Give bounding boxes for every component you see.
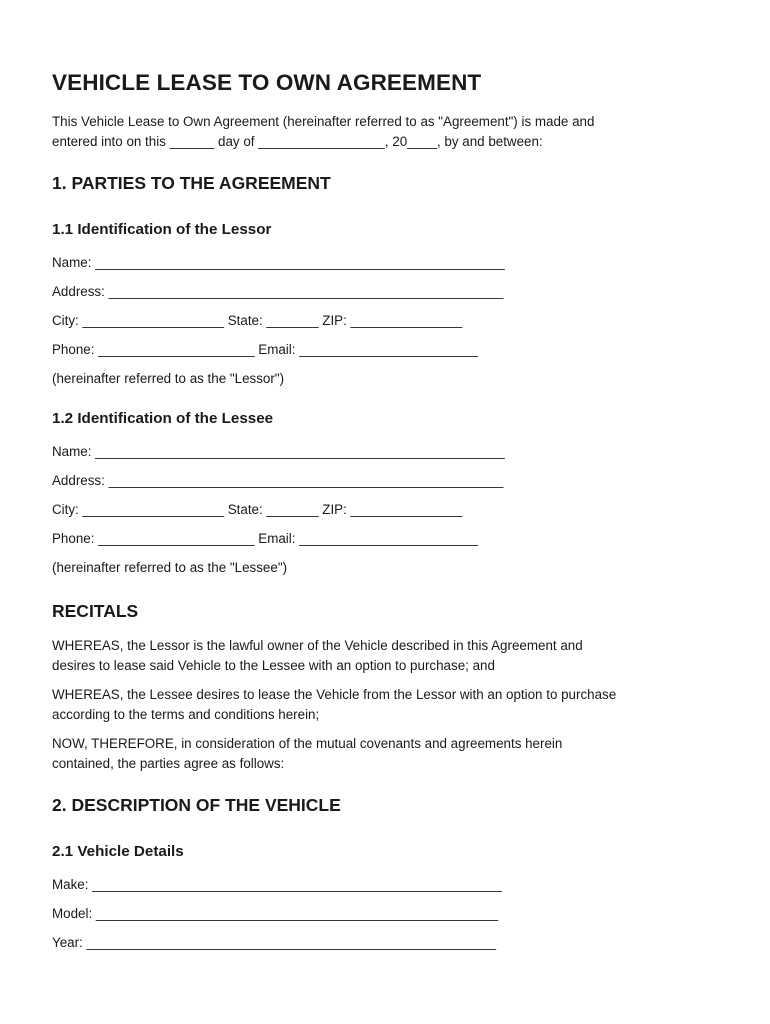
lessor-phone-field: Phone: _____________________ Email: ________________________ [52,342,478,357]
intro-line-2: entered into on this ______ day of _________________, 20____, by and between: [52,133,543,149]
lessor-note: (hereinafter referred to as the "Lessor") [52,371,285,386]
lessee-city-field: City: ___________________ State: _______ ZIP: _______________ [52,502,463,517]
recitals-heading: RECITALS [52,601,139,621]
lessor-address-field: Address: _____________________________________________________ [52,284,504,299]
lessee-heading: 1.2 Identification of the Lessee [52,410,274,427]
recital-paragraph-3 [52,734,562,773]
lessee-name-field: Name: _______________________________________________________ [52,444,505,459]
lessor-city-field: City: ___________________ State: _______ ZIP: _______________ [52,313,463,328]
lessee-note: (hereinafter referred to as the "Lessee") [52,560,288,575]
vehicle-model-field: Model: ______________________________________________________ [52,906,499,921]
recital-3-line-2: contained, the parties agree as follows: [52,755,285,771]
section-1-heading: 1. PARTIES TO THE AGREEMENT [52,173,331,193]
vehicle-details-heading: 2.1 Vehicle Details [52,843,184,860]
lessee-address-field: Address: _____________________________________________________ [52,473,504,488]
section-2-heading: 2. DESCRIPTION OF THE VEHICLE [52,795,341,815]
recital-paragraph-1 [52,636,583,675]
vehicle-year-field: Year: _______________________________________________________ [52,935,497,950]
recital-2-line-1: WHEREAS, the Lessee desires to lease the Vehicle from the Lessor with an option to purchase [52,687,617,702]
lessee-phone-field: Phone: _____________________ Email: ________________________ [52,531,478,546]
vehicle-make-field: Make: _______________________________________________________ [52,877,502,892]
intro-line-1: This Vehicle Lease to Own Agreement (hereinafter referred to as "Agreement") is made and [52,114,595,129]
recital-3-line-1: NOW, THEREFORE, in consideration of the mutual covenants and agreements herein [52,736,563,751]
recital-2-line-2: according to the terms and conditions herein; [52,706,320,722]
document-title: VEHICLE LEASE TO OWN AGREEMENT [52,70,482,95]
lessor-name-field: Name: _______________________________________________________ [52,255,505,270]
intro-paragraph [52,112,594,151]
recital-1-line-2: desires to lease said Vehicle to the Lessee with an option to purchase; and [52,657,495,673]
recital-1-line-1: WHEREAS, the Lessor is the lawful owner of the Vehicle described in this Agreement and [52,638,583,653]
recital-paragraph-2 [52,685,616,724]
lessor-heading: 1.1 Identification of the Lessor [52,221,272,238]
